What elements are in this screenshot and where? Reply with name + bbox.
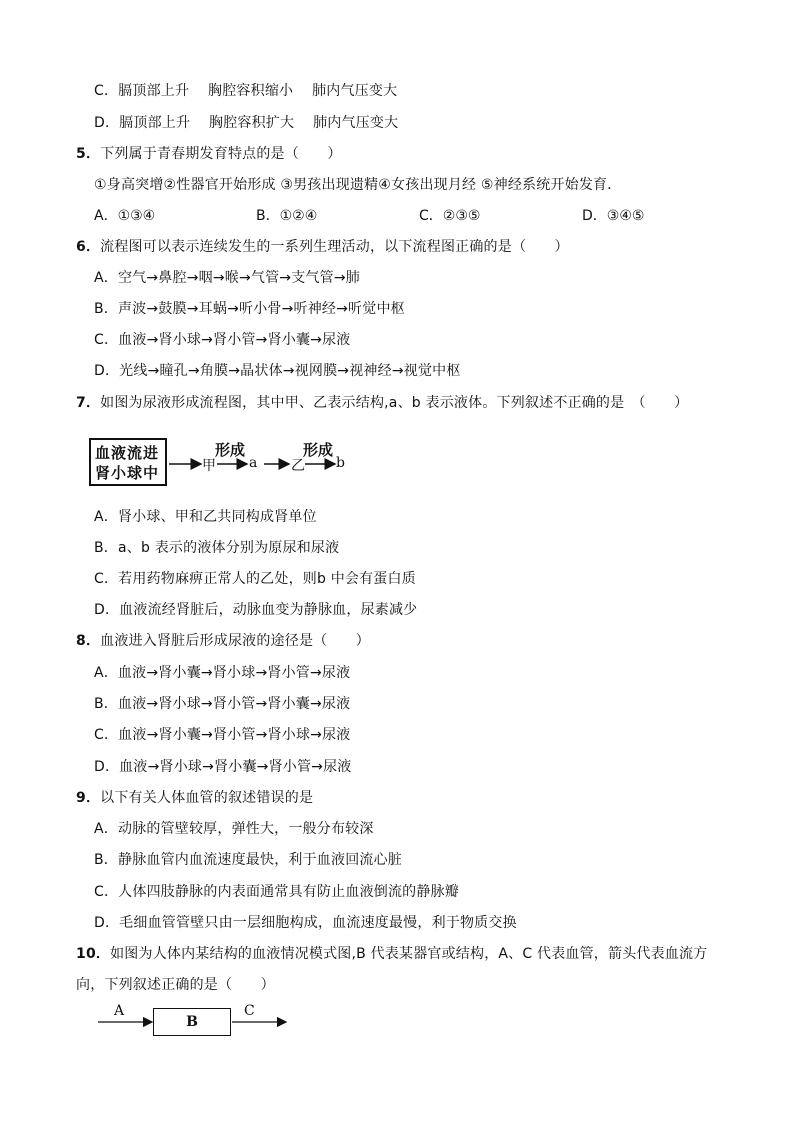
q8-option-d: D．血液→肾小球→肾小囊→肾小管→尿液 xyxy=(94,759,352,775)
question-stem: 下列属于青春期发育特点的是（ ） xyxy=(100,146,342,162)
node-a: a xyxy=(249,455,258,471)
q9-option-d: D．毛细血管管壁只由一层细胞构成，血流速度最慢，利于物质交换 xyxy=(94,915,517,931)
node-jia: 甲 xyxy=(202,458,216,474)
box-b: B xyxy=(153,1008,231,1036)
q5-statements: ①身高突增②性器官开始形成 ③男孩出现遗精④女孩出现月经 ⑤神经系统开始发育． xyxy=(94,177,622,193)
label-form-2: 形成 xyxy=(303,441,334,459)
question-stem: 以下有关人体血管的叙述错误的是 xyxy=(100,790,314,806)
question-stem-line-1: 如图为人体内某结构的血液情况模式图,B 代表某器官或结构，A、C 代表血管，箭头代表血流方 xyxy=(110,946,708,962)
q6-option-d: D．光线→瞳孔→角膜→晶状体→视网膜→视神经→视觉中枢 xyxy=(94,363,461,379)
question-8 xyxy=(76,631,370,651)
label-c: C xyxy=(244,1003,255,1019)
urine-formation-diagram xyxy=(89,438,369,490)
q7-option-d: D．血液流经肾脏后，动脉血变为静脉血，尿素减少 xyxy=(94,602,418,618)
q6-option-c: C．血液→肾小球→肾小管→肾小囊→尿液 xyxy=(94,332,351,348)
q6-option-b: B．声波→鼓膜→耳蜗→听小骨→听神经→听觉中枢 xyxy=(94,301,405,317)
q7-option-b: B．a、b 表示的液体分别为原尿和尿液 xyxy=(94,540,340,556)
question-stem: 如图为尿液形成流程图，其中甲、乙表示结构,a、b 表示液体。下列叙述不正确的是 （ ） xyxy=(100,395,689,411)
q6-option-a: A．空气→鼻腔→咽→喉→气管→支气管→肺 xyxy=(94,270,360,286)
node-b: b xyxy=(336,455,345,471)
q8-option-b: B．血液→肾小球→肾小管→肾小囊→尿液 xyxy=(94,696,351,712)
label-form-1: 形成 xyxy=(215,441,246,459)
question-5 xyxy=(76,144,342,164)
blood-flow-diagram xyxy=(96,1002,296,1042)
question-stem: 血液进入肾脏后形成尿液的途径是（ ） xyxy=(100,633,370,649)
q9-option-b: B．静脉血管内血流速度最快，利于血液回流心脏 xyxy=(94,852,403,868)
box-line-2: 肾小球中 xyxy=(95,464,160,482)
q4-option-d: D．膈顶部上升 胸腔容积扩大 肺内气压变大 xyxy=(94,115,399,131)
question-number: 8． xyxy=(76,633,101,649)
q5-option-a: A．①③④ xyxy=(94,208,156,224)
question-10 xyxy=(76,944,707,964)
q7-option-c: C．若用药物麻痹正常人的乙处，则b 中会有蛋白质 xyxy=(94,571,416,587)
question-number: 10． xyxy=(76,946,111,962)
q4-option-c: C．膈顶部上升 胸腔容积缩小 肺内气压变大 xyxy=(94,83,398,99)
box-line-1: 血液流进 xyxy=(95,444,160,462)
q5-options xyxy=(94,206,714,226)
q9-option-c: C．人体四肢静脉的内表面通常具有防止血液倒流的静脉瓣 xyxy=(94,884,459,900)
question-number: 6． xyxy=(76,239,101,255)
q5-option-c: C．②③⑤ xyxy=(419,208,481,224)
question-6 xyxy=(76,237,569,257)
question-7 xyxy=(76,393,688,413)
q8-option-c: C．血液→肾小囊→肾小管→肾小球→尿液 xyxy=(94,727,351,743)
question-number: 7． xyxy=(76,395,101,411)
node-yi: 乙 xyxy=(291,458,305,474)
q9-option-a: A．动脉的管壁较厚，弹性大，一般分布较深 xyxy=(94,821,374,837)
q8-option-a: A．血液→肾小囊→肾小球→肾小管→尿液 xyxy=(94,665,351,681)
label-a: A xyxy=(114,1003,125,1019)
question-stem-line-2: 向，下列叙述正确的是（ ） xyxy=(76,977,275,993)
q7-option-a: A．肾小球、甲和乙共同构成肾单位 xyxy=(94,509,317,525)
q5-option-b: B．①②④ xyxy=(256,208,318,224)
q5-option-d: D．③④⑤ xyxy=(582,208,645,224)
question-number: 5． xyxy=(76,146,101,162)
question-9 xyxy=(76,788,313,808)
question-stem: 流程图可以表示连续发生的一系列生理活动，以下流程图正确的是（ ） xyxy=(100,239,569,255)
question-number: 9． xyxy=(76,790,101,806)
